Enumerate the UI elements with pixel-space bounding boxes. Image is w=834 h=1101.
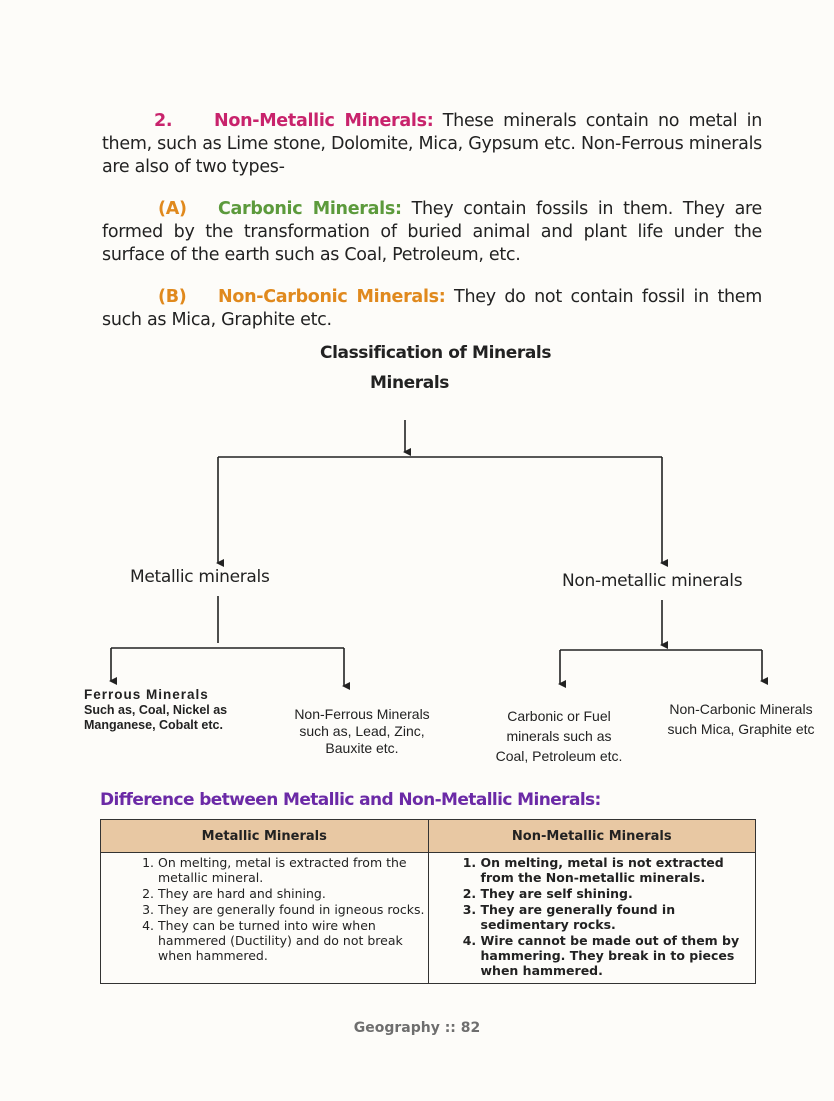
sub-label-b: (B) xyxy=(158,287,187,307)
leaf-ferrous xyxy=(84,686,244,733)
metallic-points-list xyxy=(103,855,426,963)
list-item: 3. They are generally found in sedimentary rocks. xyxy=(481,902,754,932)
sub-text-non-carbonic: They do not contain fossil in them such as Mica, Graphite etc. xyxy=(102,287,763,330)
list-item: 1. On melting, metal is not extracted from the Non-metallic minerals. xyxy=(481,855,754,885)
sub-heading-non-carbonic: Non-Carbonic Minerals: xyxy=(218,287,446,307)
section-text: These minerals contain no metal in them, such as Lime stone, Dolomite, Mica, Gypsum etc. Non-Ferrous minerals are also of two types- xyxy=(102,111,762,177)
col-non-metallic: Non-Metallic Minerals xyxy=(428,820,756,853)
non-metallic-cell xyxy=(428,853,756,984)
metallic-cell xyxy=(101,853,429,984)
list-item: 4. They can be turned into wire when hammered (Ductility) and do not break when hammered. xyxy=(158,918,426,963)
list-item: 2. They are hard and shining. xyxy=(158,886,426,901)
sub-label-a: (A) xyxy=(158,199,187,219)
sub-text-carbonic: They contain fossils in them. They are formed by the transformation of buried animal and plant life under the surface of the earth such as Coal, Petroleum, etc. xyxy=(102,199,762,265)
leaf-non-ferrous: Non-Ferrous Minerals such as, Lead, Zinc, Bauxite etc. xyxy=(294,706,430,756)
section-heading: Non-Metallic Minerals: xyxy=(214,111,434,131)
difference-table xyxy=(100,819,756,984)
difference-title: Difference between Metallic and Non-Metallic Minerals: xyxy=(100,790,601,810)
non-metallic-points-list xyxy=(431,855,754,978)
table-row xyxy=(101,853,756,984)
leaf-ferrous-title: Ferrous Minerals xyxy=(84,687,209,702)
node-metallic: Metallic minerals xyxy=(130,567,270,587)
diagram-root: Minerals xyxy=(370,373,449,393)
section-number: 2. xyxy=(154,111,173,131)
list-item: 2. They are self shining. xyxy=(481,886,754,901)
table-header-row xyxy=(101,820,756,853)
list-item: 3. They are generally found in igneous rocks. xyxy=(158,902,426,917)
list-item: 1. On melting, metal is extracted from the metallic mineral. xyxy=(158,855,426,885)
sub-heading-carbonic: Carbonic Minerals: xyxy=(218,199,402,219)
page-footer: Geography :: 82 xyxy=(353,1020,481,1036)
col-metallic: Metallic Minerals xyxy=(101,820,429,853)
leaf-ferrous-text: Such as, Coal, Nickel as Manganese, Cobalt etc. xyxy=(84,703,228,732)
leaf-carbonic: Carbonic or Fuel minerals such as Coal, Petroleum etc. xyxy=(495,708,623,764)
leaf-non-carbonic: Non-Carbonic Minerals such Mica, Graphite etc xyxy=(667,701,815,737)
list-item: 4. Wire cannot be made out of them by hammering. They break in to pieces when hammered. xyxy=(481,933,754,978)
node-non-metallic: Non-metallic minerals xyxy=(562,571,743,591)
diagram-title: Classification of Minerals xyxy=(320,343,552,363)
